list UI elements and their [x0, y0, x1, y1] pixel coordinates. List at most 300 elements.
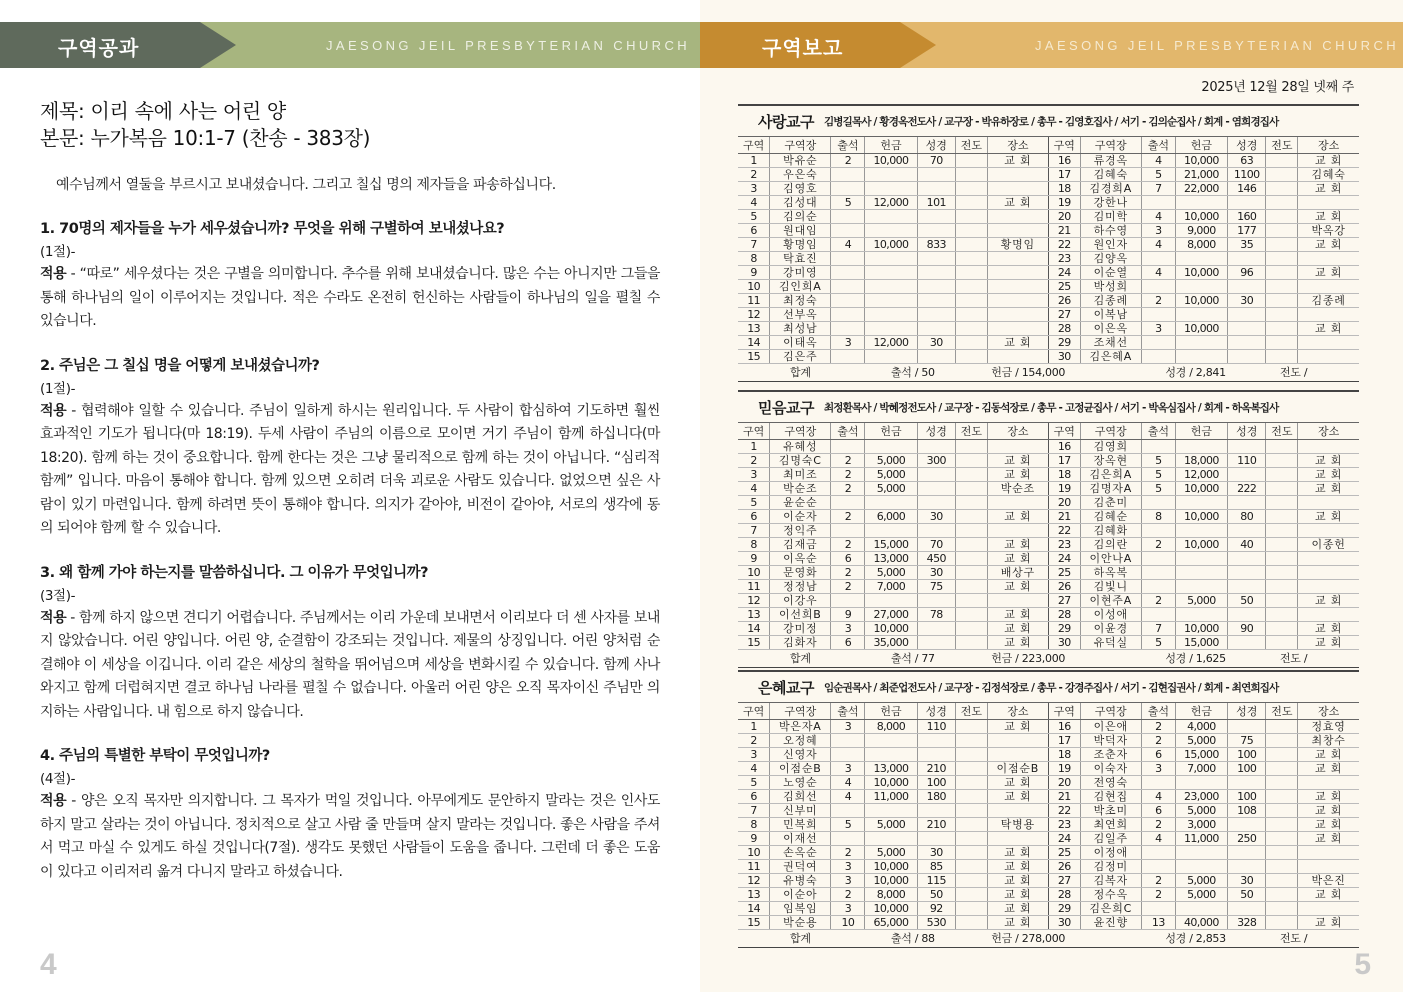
table-cell: 2	[831, 888, 865, 902]
table-cell: 10,000	[1175, 510, 1227, 524]
table-cell	[917, 224, 956, 238]
district-staff: 임순권목사 / 최준업전도사 / 교구장 - 김정석장로 / 총무 - 강경주집사 / 서기 - 김현집권사 / 회계 - 최연희집사	[823, 681, 1279, 694]
table-cell: 26	[1048, 580, 1080, 594]
table-cell: 교 회	[987, 454, 1048, 468]
table-cell	[956, 776, 988, 790]
table-cell: 교 회	[1298, 818, 1359, 832]
table-cell: 23,000	[1175, 790, 1227, 804]
question-verse: (4절)-	[40, 771, 76, 787]
table-cell	[1175, 496, 1227, 510]
table-cell	[1298, 580, 1359, 594]
table-cell	[1298, 336, 1359, 350]
table-cell: 5,000	[1175, 804, 1227, 818]
table-cell: 20	[1048, 776, 1080, 790]
summary-evangelism: 전도 /	[1266, 364, 1359, 381]
table-cell: 2	[738, 168, 770, 182]
table-cell: 100	[1227, 790, 1266, 804]
table-cell	[956, 196, 988, 210]
table-cell: 10,000	[1175, 210, 1227, 224]
table-cell: 7	[738, 238, 770, 252]
column-header: 성경	[1227, 137, 1266, 154]
table-cell	[1227, 322, 1266, 336]
table-cell: 27	[1048, 874, 1080, 888]
table-cell: 4	[1141, 210, 1175, 224]
table-cell: 30	[1227, 294, 1266, 308]
table-cell	[1175, 336, 1227, 350]
application-text	[40, 263, 660, 334]
application-label: 적용	[40, 402, 67, 419]
table-cell: 30	[1048, 350, 1080, 364]
table-cell: 김재금	[770, 538, 831, 552]
table-cell	[917, 350, 956, 364]
table-cell: 4	[1141, 266, 1175, 280]
table-cell: 2	[831, 482, 865, 496]
table-cell: 30	[917, 566, 956, 580]
column-header: 전도	[956, 423, 988, 440]
table-cell: 6	[831, 636, 865, 650]
table-cell	[1266, 776, 1298, 790]
table-cell: 18,000	[1175, 454, 1227, 468]
table-cell	[1141, 860, 1175, 874]
table-cell	[987, 168, 1048, 182]
column-header: 헌금	[1175, 423, 1227, 440]
table-cell: 2	[831, 468, 865, 482]
table-cell	[956, 552, 988, 566]
table-cell	[865, 594, 917, 608]
table-cell: 2	[831, 154, 865, 168]
table-cell: 오정혜	[770, 734, 831, 748]
left-page	[0, 0, 700, 992]
table-cell: 30	[917, 336, 956, 350]
table-cell: 김은희A	[1080, 468, 1141, 482]
table-cell: 김영희	[1080, 440, 1141, 454]
table-cell: 9	[738, 832, 770, 846]
table-cell	[956, 566, 988, 580]
table-cell: 조채선	[1080, 336, 1141, 350]
table-cell	[987, 748, 1048, 762]
table-cell: 16	[1048, 720, 1080, 734]
table-cell	[956, 594, 988, 608]
district-header	[738, 106, 1359, 137]
table-cell: 교 회	[987, 636, 1048, 650]
table-row	[738, 594, 1359, 608]
church-name: JAESONG JEIL PRESBYTERIAN CHURCH	[1035, 38, 1400, 53]
table-cell: 10,000	[865, 874, 917, 888]
table-cell: 교 회	[1298, 916, 1359, 930]
table-cell	[987, 280, 1048, 294]
table-cell	[1227, 336, 1266, 350]
column-header: 구역장	[770, 703, 831, 720]
table-cell	[956, 322, 988, 336]
table-cell	[1266, 440, 1298, 454]
table-cell: 1100	[1227, 168, 1266, 182]
column-header: 헌금	[865, 423, 917, 440]
table-cell: 이숙자	[1080, 762, 1141, 776]
table-cell: 신영자	[770, 748, 831, 762]
table-cell: 2	[1141, 294, 1175, 308]
question-verse: (1절)-	[40, 244, 76, 260]
table-cell	[956, 720, 988, 734]
table-cell	[1227, 440, 1266, 454]
table-cell	[987, 524, 1048, 538]
table-cell: 13	[738, 322, 770, 336]
table-row	[738, 196, 1359, 210]
table-cell: 5,000	[865, 818, 917, 832]
table-cell	[831, 350, 865, 364]
table-cell: 40,000	[1175, 916, 1227, 930]
table-cell: 황명임	[770, 238, 831, 252]
table-cell	[865, 266, 917, 280]
table-cell	[917, 804, 956, 818]
table-cell: 교 회	[987, 622, 1048, 636]
table-cell: 박순조	[770, 482, 831, 496]
column-header: 헌금	[865, 137, 917, 154]
table-cell	[917, 280, 956, 294]
table-cell	[956, 916, 988, 930]
table-cell	[865, 280, 917, 294]
table-cell	[917, 734, 956, 748]
district-staff: 최정환목사 / 박혜정전도사 / 교구장 - 김동석장로 / 총무 - 고정균집사 / 서기 - 박옥심집사 / 회계 - 하옥복집사	[823, 401, 1279, 414]
table-cell	[956, 468, 988, 482]
table-cell: 300	[917, 454, 956, 468]
table-cell	[956, 832, 988, 846]
table-cell: 14	[738, 622, 770, 636]
question-block	[40, 561, 660, 725]
table-cell	[865, 322, 917, 336]
table-cell	[1266, 280, 1298, 294]
table-cell	[987, 266, 1048, 280]
table-cell: 10	[831, 916, 865, 930]
application-label: 적용	[40, 609, 67, 626]
table-cell	[865, 252, 917, 266]
table-cell: 19	[1048, 196, 1080, 210]
table-cell	[1227, 468, 1266, 482]
district-report	[738, 670, 1359, 948]
table-cell	[1175, 580, 1227, 594]
table-cell	[1266, 482, 1298, 496]
table-cell: 25	[1048, 566, 1080, 580]
column-header: 출석	[831, 137, 865, 154]
table-cell	[1175, 524, 1227, 538]
table-cell	[917, 308, 956, 322]
table-cell: 65,000	[865, 916, 917, 930]
table-cell: 2	[831, 566, 865, 580]
table-cell	[1141, 280, 1175, 294]
table-cell	[1227, 280, 1266, 294]
table-cell: 유병숙	[770, 874, 831, 888]
table-cell: 강한나	[1080, 196, 1141, 210]
table-cell	[1266, 552, 1298, 566]
table-cell	[1266, 622, 1298, 636]
table-cell	[1266, 902, 1298, 916]
table-cell: 11	[738, 294, 770, 308]
table-cell: 75	[917, 580, 956, 594]
table-cell	[1298, 308, 1359, 322]
column-header: 출석	[1141, 703, 1175, 720]
table-cell	[865, 308, 917, 322]
table-cell: 6	[738, 790, 770, 804]
table-cell	[1266, 818, 1298, 832]
table-cell: 이은옥	[1080, 322, 1141, 336]
table-cell: 3,000	[1175, 818, 1227, 832]
table-cell	[1175, 350, 1227, 364]
table-cell	[956, 804, 988, 818]
summary-offering: 헌금 / 154,000	[987, 364, 1141, 381]
table-cell	[987, 440, 1048, 454]
table-cell: 박유순	[770, 154, 831, 168]
table-cell: 전영숙	[1080, 776, 1141, 790]
column-header: 구역장	[770, 423, 831, 440]
report-banner	[700, 22, 1403, 68]
column-header: 성경	[917, 137, 956, 154]
table-row	[738, 874, 1359, 888]
table-cell: 정정남	[770, 580, 831, 594]
question-title: 4. 주님의 특별한 부탁이 무엇입니까?	[40, 748, 270, 764]
table-cell: 180	[917, 790, 956, 804]
table-cell	[1298, 496, 1359, 510]
table-cell: 김은혜A	[1080, 350, 1141, 364]
table-cell: 이점순B	[987, 762, 1048, 776]
table-cell	[1227, 566, 1266, 580]
table-cell: 2	[1141, 720, 1175, 734]
table-cell	[831, 182, 865, 196]
table-cell: 3	[831, 860, 865, 874]
table-cell	[1141, 252, 1175, 266]
table-cell: 5,000	[1175, 874, 1227, 888]
table-cell: 29	[1048, 622, 1080, 636]
table-cell: 이강우	[770, 594, 831, 608]
table-cell	[1266, 510, 1298, 524]
table-cell: 10,000	[1175, 482, 1227, 496]
application-body: - 양은 오직 목자만 의지합니다. 그 목자가 먹일 것입니다. 아무에게도 문안하지 말라는 것은 인사도 하지 말고 살라는 것이 아닙니다. 정치적으로 살고 사람 줄 만들며 살지 말라는 것입니다. 좋은 사람을 주셔서 먹고 마실 수 있게도 하실 것입니다(7절). 생각도 못했던 사람들이 도움을 줍니다. 그런데 더 좋은 도움이 있다고 이리저리 옮겨 다니지 말라고 하셨습니다.	[40, 793, 660, 880]
table-cell: 13	[738, 608, 770, 622]
application-text	[40, 607, 660, 725]
table-cell: 75	[1227, 734, 1266, 748]
table-cell: 30	[1227, 874, 1266, 888]
column-header: 구역	[1048, 423, 1080, 440]
table-cell	[865, 440, 917, 454]
table-cell: 3	[738, 182, 770, 196]
table-header-row	[738, 137, 1359, 154]
table-cell	[831, 252, 865, 266]
table-cell	[1227, 860, 1266, 874]
table-cell: 12	[738, 594, 770, 608]
table-cell: 9,000	[1175, 224, 1227, 238]
table-cell: 박순용	[770, 916, 831, 930]
table-cell	[1175, 846, 1227, 860]
table-row	[738, 916, 1359, 930]
table-cell: 20	[1048, 210, 1080, 224]
table-cell: 교 회	[1298, 154, 1359, 168]
district-table	[738, 137, 1359, 381]
table-cell	[1227, 776, 1266, 790]
table-cell	[831, 224, 865, 238]
table-cell: 15,000	[1175, 636, 1227, 650]
table-cell	[865, 224, 917, 238]
column-header: 장소	[987, 137, 1048, 154]
table-cell: 장옥현	[1080, 454, 1141, 468]
table-cell: 3	[738, 748, 770, 762]
table-cell	[1175, 552, 1227, 566]
column-header: 출석	[1141, 423, 1175, 440]
table-cell: 4	[738, 196, 770, 210]
table-cell: 10,000	[865, 902, 917, 916]
summary-row	[738, 930, 1359, 947]
table-cell: 김복자	[1080, 874, 1141, 888]
table-cell: 교 회	[1298, 322, 1359, 336]
table-cell: 24	[1048, 552, 1080, 566]
table-cell: 최창수	[1298, 734, 1359, 748]
table-cell	[956, 168, 988, 182]
table-cell	[956, 454, 988, 468]
table-cell: 원인자	[1080, 238, 1141, 252]
table-cell: 5	[1141, 636, 1175, 650]
table-cell	[1141, 524, 1175, 538]
table-cell	[956, 154, 988, 168]
table-row	[738, 902, 1359, 916]
table-cell: 23	[1048, 818, 1080, 832]
table-cell: 21	[1048, 790, 1080, 804]
table-cell	[831, 804, 865, 818]
table-row	[738, 182, 1359, 196]
table-cell: 8	[738, 252, 770, 266]
table-cell: 177	[1227, 224, 1266, 238]
table-cell: 교 회	[987, 916, 1048, 930]
table-cell: 교 회	[987, 874, 1048, 888]
table-cell	[956, 238, 988, 252]
table-cell: 김빛니	[1080, 580, 1141, 594]
table-cell: 13,000	[865, 552, 917, 566]
table-cell: 15	[738, 350, 770, 364]
table-cell	[917, 182, 956, 196]
table-cell	[831, 210, 865, 224]
table-cell: 28	[1048, 888, 1080, 902]
table-cell: 김의순	[770, 210, 831, 224]
table-cell	[987, 308, 1048, 322]
table-cell: 13	[738, 888, 770, 902]
table-cell: 10	[738, 280, 770, 294]
table-row	[738, 266, 1359, 280]
district-staff: 김병길목사 / 황경옥전도사 / 교구장 - 박유하장로 / 총무 - 김영호집사 / 서기 - 김의순집사 / 회계 - 염희경집사	[823, 115, 1279, 128]
table-cell: 김영호	[770, 182, 831, 196]
application-text	[40, 790, 660, 884]
table-cell: 김경희A	[1080, 182, 1141, 196]
table-cell: 교 회	[1298, 182, 1359, 196]
table-cell: 10,000	[1175, 154, 1227, 168]
table-cell	[956, 636, 988, 650]
table-cell: 교 회	[987, 888, 1048, 902]
table-cell: 96	[1227, 266, 1266, 280]
table-cell	[1298, 252, 1359, 266]
table-cell: 15,000	[865, 538, 917, 552]
table-cell: 4	[831, 238, 865, 252]
table-cell: 10,000	[865, 238, 917, 252]
table-cell	[865, 804, 917, 818]
table-cell: 강미정	[770, 622, 831, 636]
summary-row	[738, 650, 1359, 667]
table-cell	[1141, 566, 1175, 580]
table-cell: 5	[1141, 482, 1175, 496]
table-cell: 11,000	[1175, 832, 1227, 846]
table-cell	[1175, 566, 1227, 580]
table-cell	[956, 224, 988, 238]
table-row	[738, 168, 1359, 182]
table-cell	[1141, 336, 1175, 350]
table-cell	[1266, 182, 1298, 196]
table-cell	[1298, 196, 1359, 210]
table-cell: 교 회	[987, 510, 1048, 524]
table-cell: 24	[1048, 832, 1080, 846]
table-cell: 교 회	[1298, 454, 1359, 468]
table-cell: 15	[738, 916, 770, 930]
table-cell	[956, 538, 988, 552]
table-cell: 10	[738, 846, 770, 860]
table-cell	[831, 734, 865, 748]
table-cell	[831, 832, 865, 846]
table-cell: 30	[917, 510, 956, 524]
right-page	[700, 0, 1403, 992]
table-cell: 손옥순	[770, 846, 831, 860]
table-cell: 50	[1227, 888, 1266, 902]
table-cell	[1227, 350, 1266, 364]
table-cell	[956, 308, 988, 322]
table-cell: 문영화	[770, 566, 831, 580]
table-cell	[1266, 266, 1298, 280]
table-cell	[1266, 804, 1298, 818]
question-block	[40, 217, 660, 334]
table-cell: 18	[1048, 468, 1080, 482]
table-cell	[1298, 440, 1359, 454]
table-cell	[1141, 608, 1175, 622]
table-cell: 20	[1048, 496, 1080, 510]
table-cell: 교 회	[987, 196, 1048, 210]
table-cell: 우은숙	[770, 168, 831, 182]
table-cell: 115	[917, 874, 956, 888]
table-cell	[1298, 350, 1359, 364]
table-cell: 13	[1141, 916, 1175, 930]
table-cell	[1298, 280, 1359, 294]
table-row	[738, 608, 1359, 622]
table-cell	[1298, 860, 1359, 874]
table-cell: 530	[917, 916, 956, 930]
table-cell: 탁효진	[770, 252, 831, 266]
table-cell: 3	[831, 902, 865, 916]
table-cell: 김종례	[1298, 294, 1359, 308]
table-cell: 1	[738, 720, 770, 734]
table-cell: 황명임	[987, 238, 1048, 252]
table-cell	[1298, 552, 1359, 566]
table-cell	[1266, 594, 1298, 608]
district-header	[738, 392, 1359, 423]
table-cell: 11	[738, 860, 770, 874]
table-cell: 35,000	[865, 636, 917, 650]
table-cell: 5	[738, 210, 770, 224]
table-cell	[865, 524, 917, 538]
table-cell	[956, 860, 988, 874]
table-cell	[1266, 790, 1298, 804]
table-cell: 12	[738, 308, 770, 322]
table-cell: 5	[1141, 468, 1175, 482]
table-cell: 6	[1141, 804, 1175, 818]
table-cell: 4	[738, 482, 770, 496]
summary-label: 합계	[738, 364, 865, 381]
column-header: 성경	[917, 703, 956, 720]
table-cell: 27	[1048, 308, 1080, 322]
table-cell: 김정미	[1080, 860, 1141, 874]
column-header: 헌금	[1175, 137, 1227, 154]
table-row	[738, 860, 1359, 874]
table-cell: 250	[1227, 832, 1266, 846]
